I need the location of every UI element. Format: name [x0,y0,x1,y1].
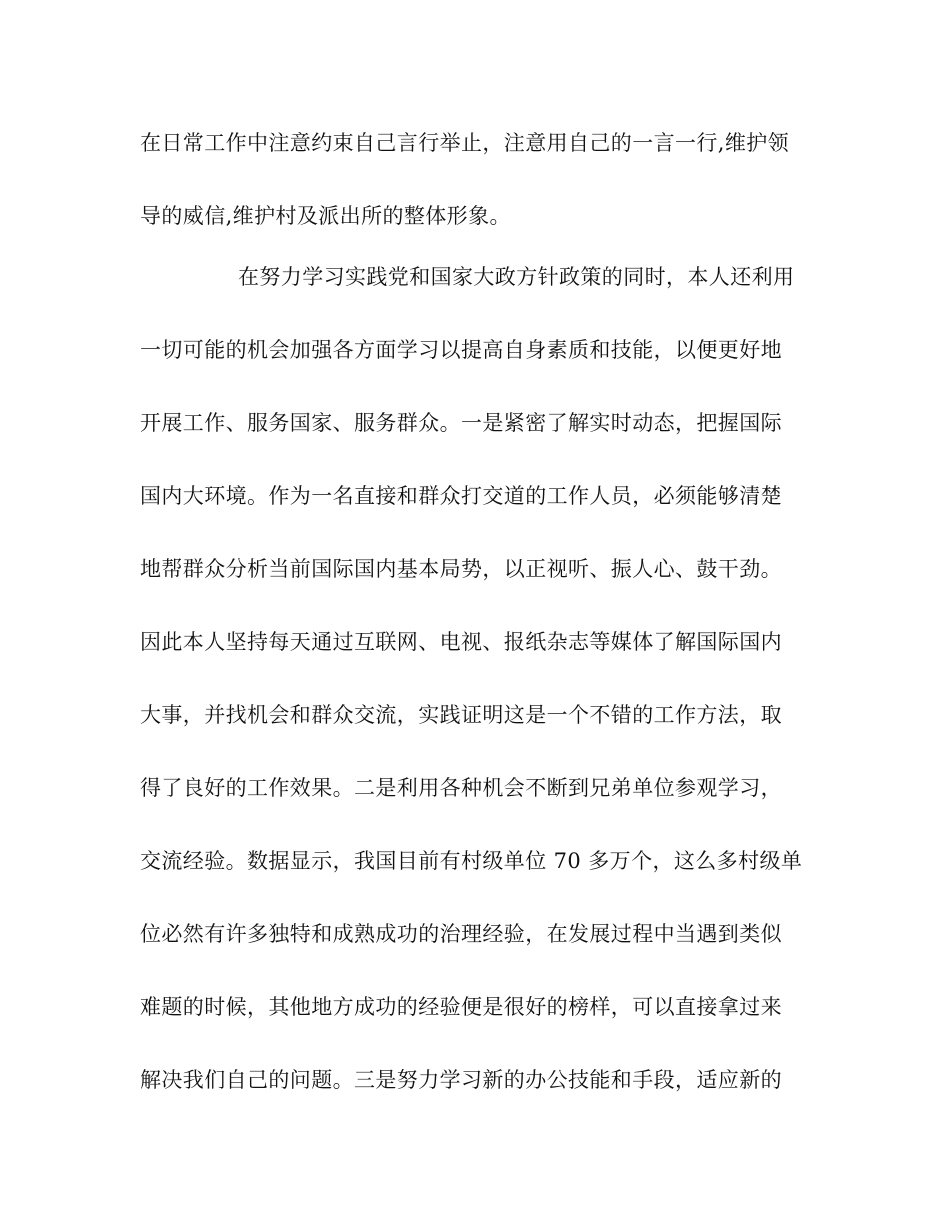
text-line: 地帮群众分析当前国际国内基本局势，以正视听、振人心、鼓干劲。 [140,557,782,581]
text-line: 交流经验。数据显示，我国目前有村级单位 70 多万个，这么多村级单 [140,849,803,873]
text-line: 位必然有许多独特和成熟成功的治理经验，在发展过程中当遇到类似 [140,922,782,946]
text-line: 得了良好的工作效果。二是利用各种机会不断到兄弟单位参观学习， [140,776,782,800]
text-line: 在日常工作中注意约束自己言行举止，注意用自己的一言一行,维护领 [140,131,790,155]
text-line: 解决我们自己的问题。三是努力学习新的办公技能和手段，适应新的 [140,1068,782,1092]
text-line: 国内大环境。作为一名直接和群众打交道的工作人员，必须能够清楚 [140,484,782,508]
paragraph-first-line: 在努力学习实践党和国家大政方针政策的同时，本人还利用 [238,265,795,289]
text-line: 大事，并找机会和群众交流，实践证明这是一个不错的工作方法，取 [140,703,782,727]
text-line: 开展工作、服务国家、服务群众。一是紧密了解实时动态，把握国际 [140,411,782,435]
text-line: 因此本人坚持每天通过互联网、电视、报纸杂志等媒体了解国际国内 [140,630,782,654]
text-line: 导的威信,维护村及派出所的整体形象。 [140,204,511,228]
text-line: 一切可能的机会加强各方面学习以提高自身素质和技能，以便更好地 [140,338,782,362]
text-line: 难题的时候，其他地方成功的经验便是很好的榜样，可以直接拿过来 [140,995,782,1019]
